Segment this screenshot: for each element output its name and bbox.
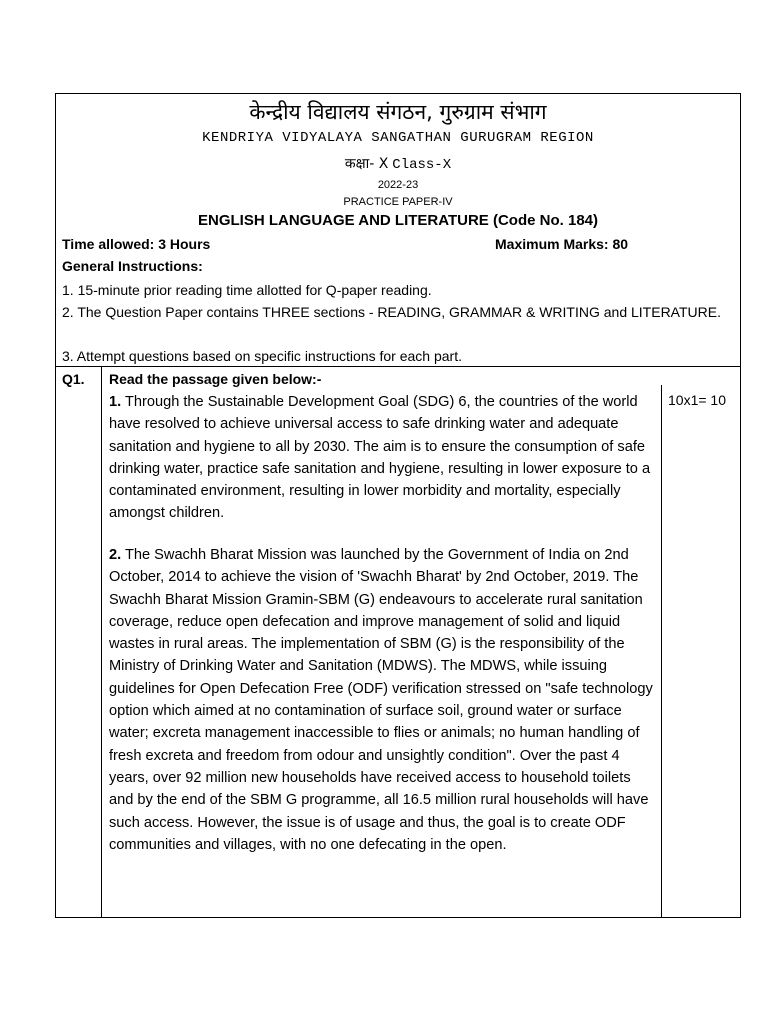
subject-title: ENGLISH LANGUAGE AND LITERATURE (Code No. 184) [197, 212, 598, 229]
instruction-item: 1. 15-minute prior reading time allotted for Q-paper reading. [62, 282, 432, 298]
hindi-title: केन्द्रीय विद्यालय संगठन, गुरुग्राम संभाग [249, 100, 547, 124]
maximum-marks: Maximum Marks: 80 [495, 236, 629, 252]
question-heading: Read the passage given below:- [109, 371, 322, 387]
paragraph-text: The Swachh Bharat Mission was launched by the Government of India on 2nd October, 2014 to achieve the vision of 'Swachh Bharat' by 2nd October, 2019. The Swachh Bharat Mission Gramin-SBM (G) endeavours to accelerate rural sanitation coverage, reduce open defecation and improve management of solid and liquid wastes in rural areas. The implementation of SBM (G) is the responsibility of the Ministry of Drinking Water and Sanitation (MDWS). The MDWS, while issuing guidelines for Open Defecation Free (ODF) verification stressed on "safe technology option which aimed at no contamination of surface soil, ground water or surface water; excreta management inaccessible to flies or animals; no human handling of fresh excreta and freedom from odour and unsightly condition". Over the past 4 years, over 92 million new households have received access to household toilets and by the end of the SBM G programme, all 16.5 million rural households will have such access. However, the issue is of usage and thus, the goal is to create ODF communities and villages, with no one defecating in the open. [109, 547, 653, 853]
session-year: 2022-23 [377, 179, 419, 191]
instructions-heading: General Instructions: [62, 258, 203, 274]
paper-title: PRACTICE PAPER-IV [343, 196, 453, 208]
class-english: Class-X [392, 157, 452, 173]
column-divider [661, 385, 662, 918]
class-line [56, 154, 740, 173]
passage-paragraph [109, 544, 657, 856]
paragraph-number: 2. [109, 547, 122, 563]
paragraph-text: Through the Sustainable Development Goal (SDG) 6, the countries of the world have resolved to achieve universal access to safe drinking water and adequate sanitation and hygiene to all by 2030. The aim is to ensure the consumption of safe drinking water, practice safe sanitation and hygiene, resulting in lower exposure to a contaminated environment, resulting in lower morbidity and mortality, especially amongst children. [109, 394, 651, 522]
english-title: KENDRIYA VIDYALAYA SANGATHAN GURUGRAM REGION [202, 130, 594, 146]
question-number: Q1. [62, 371, 85, 387]
paragraph-number: 1. [109, 394, 122, 410]
column-divider [101, 367, 102, 918]
question-row [56, 366, 740, 918]
instruction-item: 2. The Question Paper contains THREE sections - READING, GRAMMAR & WRITING and LITERATURE. [62, 304, 721, 320]
time-allowed: Time allowed: 3 Hours [62, 236, 211, 252]
question-paper-table [55, 93, 741, 918]
passage-paragraph [109, 391, 657, 525]
instruction-item: 3. Attempt questions based on specific instructions for each part. [62, 348, 462, 364]
question-marks: 10x1= 10 [668, 392, 726, 408]
class-hindi: कक्षा- X [344, 156, 389, 172]
paper-header [56, 94, 740, 366]
